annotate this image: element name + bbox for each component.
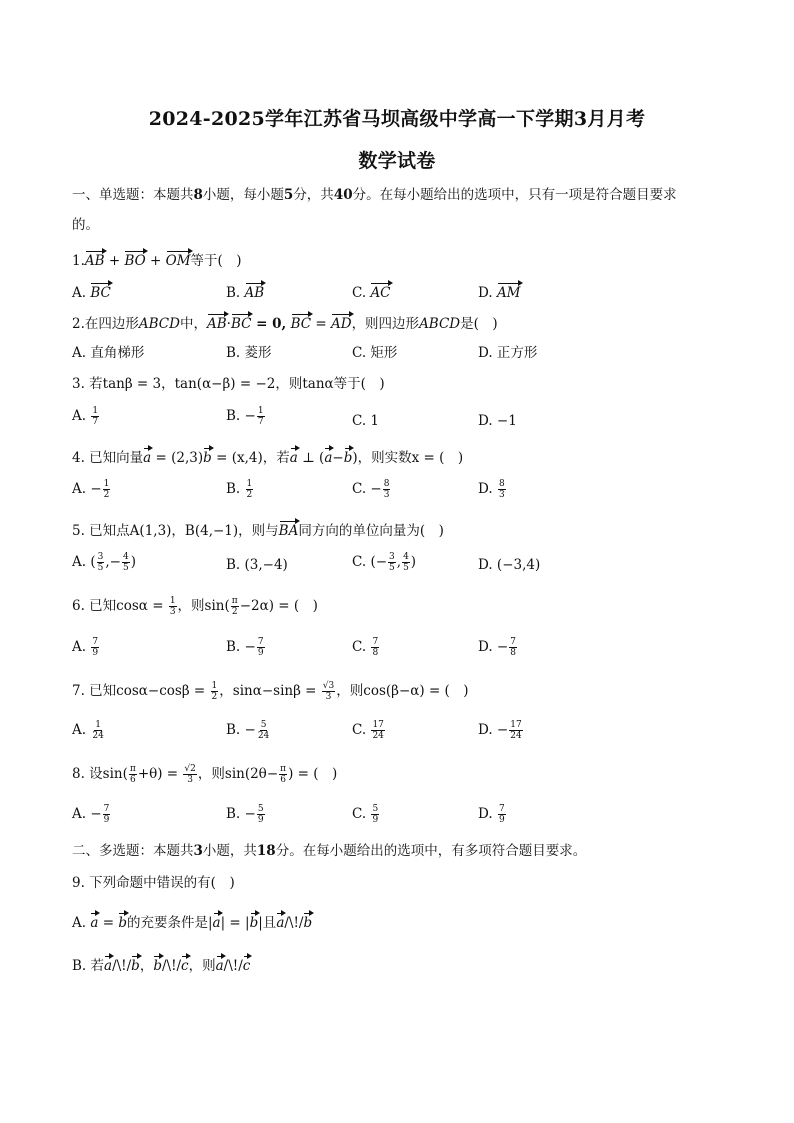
q4-option-b: B. $\frac{1}{2}$ [226, 479, 253, 500]
question-2: 2.在四边形ABCD中，AB·BC = 0, BC = AD，则四边形ABCD是( ) [72, 313, 498, 333]
section1-header-cont: 的。 [72, 217, 99, 233]
section2-header: 二、多选题：本题共3小题，共18分。在每小题给出的选项中，有多项符合题目要求。 [72, 843, 587, 859]
q5-option-c: C. (− $\frac{3}{5}$ , $\frac{4}{5}$ ) [352, 552, 417, 573]
q2-option-c: C. 矩形 [352, 345, 398, 361]
q3-option-d: D. −1 [478, 413, 517, 429]
section1-header: 一、单选题：本题共8小题，每小题5分，共40分。在每小题给出的选项中，只有一项是符合题目要求 [72, 187, 677, 203]
question-8: 8. 设sin( $\frac{\pi}{6}$ +θ) = $\frac{√2}{3}$ ，则sin(2θ− $\frac{\pi}{6}$ ) = ( ) [72, 764, 338, 785]
q6-option-c: C. $\frac{7}{8}$ [352, 637, 379, 658]
q3-option-b: B. − $\frac{1}{7}$ [226, 406, 264, 427]
question-3: 3. 若tanβ = 3，tan(α−β) = −2，则tanα等于( ) [72, 376, 385, 392]
q7-option-d: D. − $\frac{17}{24}$ [478, 720, 522, 741]
q3-option-c: C. 1 [352, 413, 380, 429]
q4-option-d: D. $\frac{8}{3}$ [478, 479, 505, 500]
q7-option-a: A. $\frac{1}{24}$ [72, 720, 104, 741]
question-9: 9. 下列命题中错误的有( ) [72, 875, 235, 891]
q5-option-d: D. (−3,4) [478, 557, 541, 573]
q9-option-a: A. a = b的充要条件是|a| = |b|且a/\!/b [72, 912, 312, 932]
question-6: 6. 已知cosα = $\frac{1}{3}$ ，则sin( $\frac{\pi}{2}$ −2α) = ( ) [72, 596, 318, 617]
q1-option-c: C. AC [352, 282, 391, 302]
q7-option-b: B. − $\frac{5}{24}$ [226, 720, 270, 741]
q8-option-d: D. $\frac{7}{9}$ [478, 804, 505, 825]
q2-option-a: A. 直角梯形 [72, 345, 145, 361]
q2-option-d: D. 正方形 [478, 345, 538, 361]
q8-option-b: B. − $\frac{5}{9}$ [226, 804, 264, 825]
q9-option-b: B. 若a/\!/b，b/\!/c，则a/\!/c [72, 955, 250, 975]
q1-option-a: A. BC [72, 282, 111, 302]
q5-option-b: B. (3,−4) [226, 557, 288, 573]
q4-option-c: C. − $\frac{8}{3}$ [352, 479, 390, 500]
q5-option-a: A. ( $\frac{3}{5}$ ,− $\frac{4}{5}$ ) [72, 552, 136, 573]
q4-option-a: A. − $\frac{1}{2}$ [72, 479, 110, 500]
q8-option-a: A. − $\frac{7}{9}$ [72, 804, 110, 825]
question-7: 7. 已知cosα−cosβ = $\frac{1}{2}$ ，sinα−sinβ = $\frac{√3}{3}$ ，则cos(β−α) = ( ) [72, 681, 469, 702]
q6-option-a: A. $\frac{7}{9}$ [72, 637, 99, 658]
q7-option-c: C. $\frac{17}{24}$ [352, 720, 384, 741]
question-4: 4. 已知向量a = (2,3)b = (x,4)，若a ⊥ (a−b)，则实数x = ( ) [72, 447, 463, 467]
exam-title: 2024-2025学年江苏省马坝高级中学高一下学期3月月考 [148, 108, 646, 130]
question-5: 5. 已知点A(1,3)，B(4,−1)，则与BA同方向的单位向量为( ) [72, 520, 444, 540]
q6-option-b: B. − $\frac{7}{9}$ [226, 637, 264, 658]
q2-option-b: B. 菱形 [226, 345, 272, 361]
q8-option-c: C. $\frac{5}{9}$ [352, 804, 379, 825]
q1-option-b: B. AB [226, 282, 264, 302]
question-1: 1.AB + BO + OM等于( ) [72, 250, 242, 270]
exam-subtitle: 数学试卷 [358, 150, 436, 172]
q1-option-d: D. AM [478, 282, 521, 302]
q6-option-d: D. − $\frac{7}{8}$ [478, 637, 516, 658]
q3-option-a: A. $\frac{1}{7}$ [72, 406, 99, 427]
